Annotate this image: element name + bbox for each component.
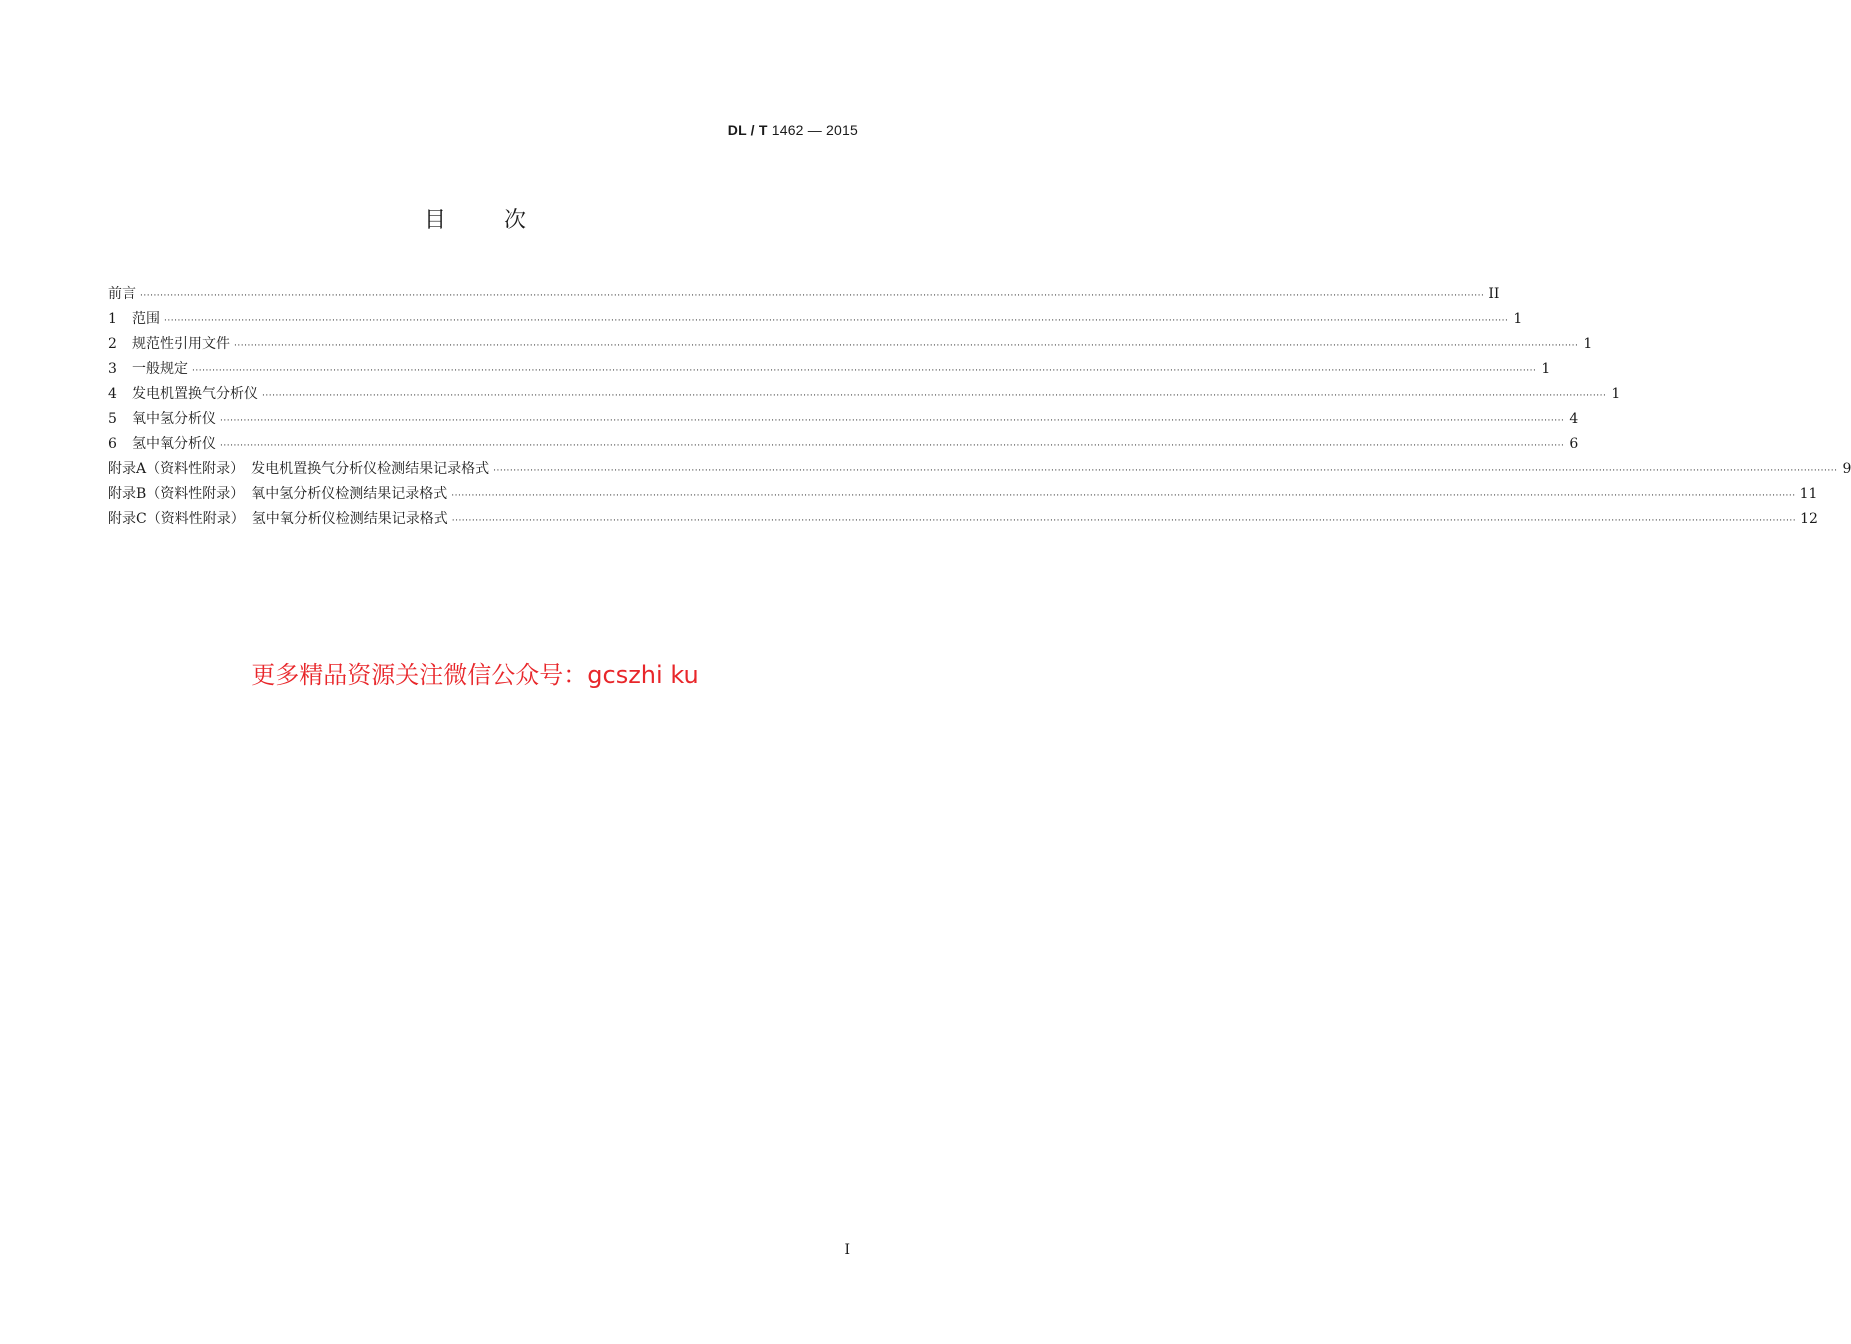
toc-entry-page: 4 (1569, 411, 1579, 427)
toc-entry-page: 12 (1800, 511, 1818, 527)
toc-leader-dots: ················································································································································································································································································································································································································ (220, 416, 1565, 426)
toc-entry[interactable] (108, 309, 1523, 334)
toc-entry[interactable] (108, 484, 1818, 509)
toc-entry-number: 4 (108, 386, 117, 402)
toc-entry-number: 6 (108, 436, 117, 452)
toc-list (108, 284, 1851, 534)
toc-entry-page: 11 (1799, 486, 1818, 502)
toc-leader-dots: ················································································································································································································································································································································································································ (192, 366, 1537, 376)
toc-entry-page: 6 (1569, 436, 1579, 452)
promo-text: 更多精品资源关注微信公众号：gcszhi ku (251, 661, 699, 689)
standard-number: 1462 — 2015 (771, 122, 858, 138)
toc-entry-label: 氧中氢分析仪 (132, 411, 216, 427)
toc-leader-dots: ················································································································································································································································································································································································································ (451, 516, 1797, 526)
toc-entry[interactable] (108, 434, 1579, 459)
toc-entry-number: 2 (108, 336, 117, 352)
toc-leader-dots: ················································································································································································································································································································································································································ (140, 291, 1485, 301)
toc-entry[interactable] (108, 284, 1500, 309)
toc-entry[interactable] (108, 384, 1621, 409)
toc-entry-label: 附录C（资料性附录） 氢中氧分析仪检测结果记录格式 (108, 511, 448, 527)
toc-entry-label: 范围 (132, 311, 160, 327)
toc-entry-page: II (1488, 286, 1500, 302)
toc-entry-label: 发电机置换气分析仪 (132, 386, 258, 402)
toc-entry-page: 1 (1583, 336, 1593, 352)
toc-entry-label: 一般规定 (132, 361, 188, 377)
toc-entry-label: 氢中氧分析仪 (132, 436, 216, 452)
toc-leader-dots: ················································································································································································································································································································································································································ (451, 491, 1796, 501)
toc-entry[interactable] (108, 334, 1593, 359)
toc-entry-page: 1 (1541, 361, 1551, 377)
toc-entry[interactable] (108, 409, 1579, 434)
toc-entry-page: 1 (1513, 311, 1523, 327)
toc-entry-number: 3 (108, 361, 117, 377)
toc-entry-number: 5 (108, 411, 117, 427)
toc-leader-dots: ················································································································································································································································································································································································································ (164, 316, 1509, 326)
toc-leader-dots: ················································································································································································································································································································································································································ (493, 466, 1838, 476)
toc-entry-number: 1 (108, 311, 117, 327)
toc-entry-label: 附录B（资料性附录） 氧中氢分析仪检测结果记录格式 (108, 486, 448, 502)
toc-entry-page: 1 (1611, 386, 1621, 402)
toc-entry-label: 前言 (108, 286, 136, 302)
toc-entry-page: 9 (1842, 461, 1851, 477)
toc-entry[interactable] (108, 359, 1551, 384)
toc-entry[interactable] (108, 459, 1851, 484)
toc-entry-label: 附录A（资料性附录） 发电机置换气分析仪检测结果记录格式 (108, 461, 490, 477)
standard-prefix: DL / T (727, 122, 768, 138)
page-number: I (844, 1242, 850, 1258)
standard-code (728, 122, 858, 138)
toc-entry-label: 规范性引用文件 (132, 336, 230, 352)
toc-leader-dots: ················································································································································································································································································································································································································ (234, 341, 1579, 351)
toc-leader-dots: ················································································································································································································································································································································································································ (220, 441, 1565, 451)
toc-entry[interactable] (108, 509, 1818, 534)
toc-title: 目次 (423, 208, 584, 233)
toc-leader-dots: ················································································································································································································································································································································································································ (262, 391, 1607, 401)
